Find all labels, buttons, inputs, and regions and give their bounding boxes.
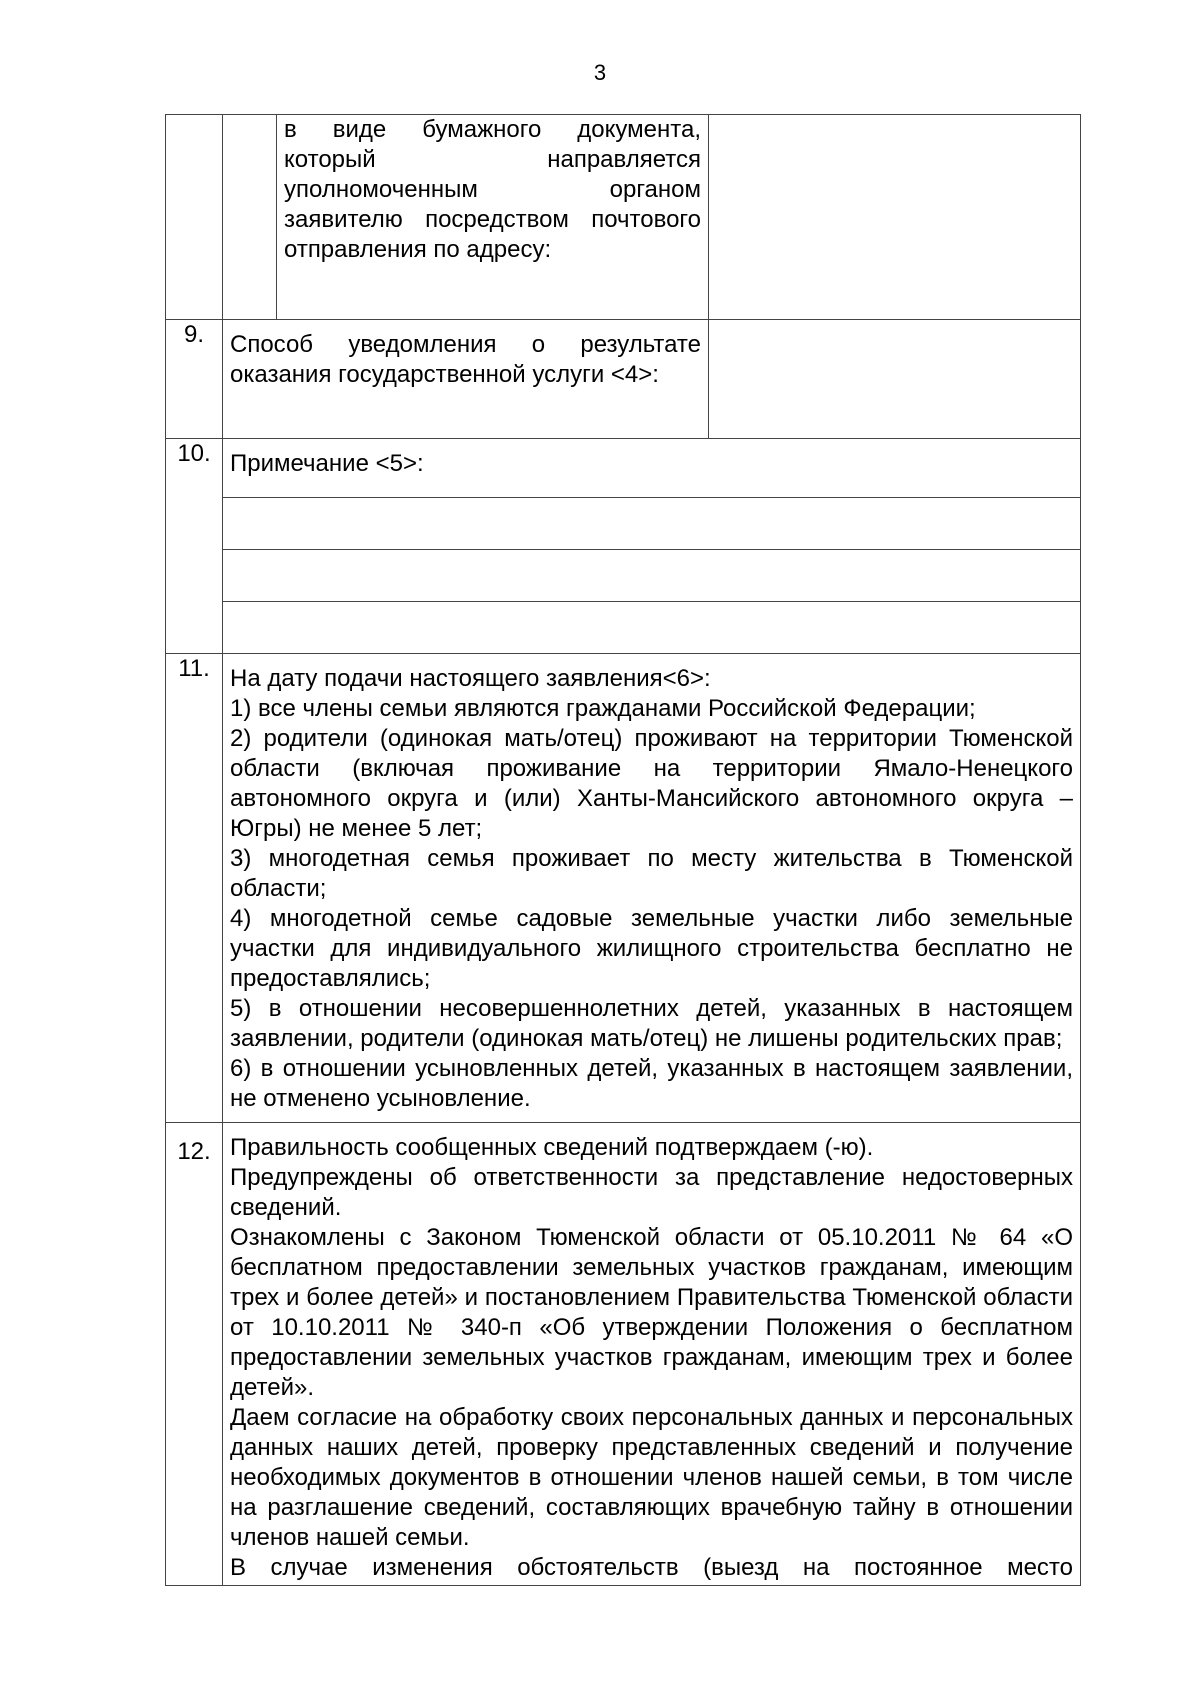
row-11-line: 1) все члены семьи являются гражданами Российской Федерации; [230, 695, 976, 722]
row-12-number: 12. [166, 1123, 223, 1586]
row-8-checkbox-cell[interactable] [223, 115, 277, 320]
row-11-line: 4) многодетной семье садовые земельные участки либо земельные участки для индивидуального жилищного строительства бесплатно не предоставлялись; [230, 905, 1073, 992]
note-line-1[interactable] [223, 498, 1081, 550]
row-12-line: В случае изменения обстоятельств (выезд на постоянное место [230, 1554, 1073, 1581]
row-11-number: 11. [166, 654, 223, 1123]
row-10-label: Примечание <5>: [223, 439, 1081, 498]
row-8-value-cell[interactable] [709, 115, 1081, 320]
application-form-table [165, 114, 1081, 1586]
page-number: 3 [593, 60, 607, 85]
row-12-line: Правильность сообщенных сведений подтверждаем (-ю). [230, 1134, 874, 1161]
row-10-note-line [166, 550, 1081, 602]
row-8-number-cell [166, 115, 223, 320]
row-11 [166, 654, 1081, 1123]
row-12-content [223, 1123, 1081, 1586]
row-9-number: 9. [166, 320, 223, 439]
note-line-3[interactable] [223, 602, 1081, 654]
row-11-line: На дату подачи настоящего заявления<6>: [230, 665, 711, 692]
row-11-line: 2) родители (одинокая мать/отец) проживают на территории Тюменской области (включая проживание на территории Ямало-Ненецкого автономного округа и (или) Ханты-Мансийского автономного округа – Югры) не менее 5 лет; [230, 725, 1073, 842]
row-11-line: 3) многодетная семья проживает по месту жительства в Тюменской области; [230, 845, 1073, 902]
row-10-note-line [166, 498, 1081, 550]
row-10-note-line [166, 602, 1081, 654]
row-8-continuation [166, 115, 1081, 320]
row-10-header [166, 439, 1081, 498]
row-11-line: 5) в отношении несовершеннолетних детей, указанных в настоящем заявлении, родители (одинокая мать/отец) не лишены родительских прав; [230, 995, 1073, 1052]
row-12 [166, 1123, 1081, 1586]
row-12-line: Ознакомлены с Законом Тюменской области от 05.10.2011 № 64 «О бесплатном предоставлении земельных участков гражданам, имеющим трех и более детей» и постановлением Правительства Тюменской области от 10.10.2011 № 340-п «Об утверждении Положения о бесплатном предоставлении земельных участков гражданам, имеющим трех и более детей». [230, 1224, 1073, 1401]
row-10-number: 10. [166, 439, 223, 654]
note-line-2[interactable] [223, 550, 1081, 602]
row-11-content [223, 654, 1081, 1123]
row-12-line: Даем согласие на обработку своих персональных данных и персональных данных наших детей, проверку представленных сведений и получение необходимых документов в отношении членов нашей семьи, в том числе на разглашение сведений, составляющих врачебную тайну в отношении членов нашей семьи. [230, 1404, 1073, 1551]
row-11-line: 6) в отношении усыновленных детей, указанных в настоящем заявлении, не отменено усыновление. [230, 1055, 1073, 1112]
row-9-value-cell[interactable] [709, 320, 1081, 439]
row-9-label: Способ уведомления о результате оказания государственной услуги <4>: [223, 320, 709, 439]
row-12-line: Предупреждены об ответственности за представление недостоверных сведений. [230, 1164, 1073, 1221]
row-9 [166, 320, 1081, 439]
row-8-option-text: в виде бумажного документа, который направляется уполномоченным органом заявителю посредством почтового отправления по адресу: [277, 115, 709, 320]
